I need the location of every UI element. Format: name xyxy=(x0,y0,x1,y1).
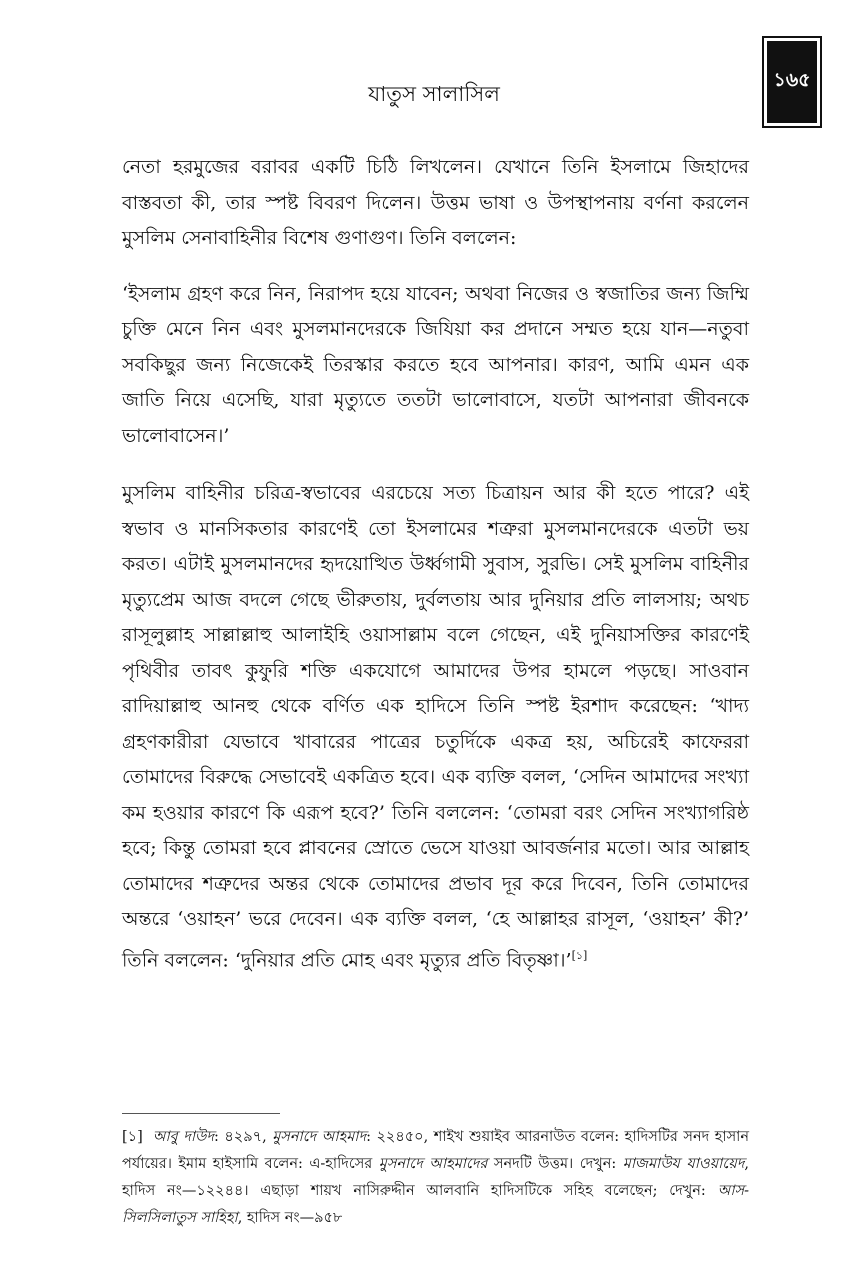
footnote-source: আবু দাউদ xyxy=(152,1129,214,1145)
footnote-source: আস-সিলসিলাতুস সাহিহা xyxy=(122,1183,749,1226)
page-number: ১৬৫ xyxy=(767,41,817,123)
footnote-text: সনদটি উত্তম। দেখুন: xyxy=(487,1156,623,1172)
footnote-divider xyxy=(122,1113,280,1114)
paragraph-3 xyxy=(122,476,749,978)
footnote-number: [১] xyxy=(122,1129,143,1145)
footnote-text: , হাদিস নং—৯৫৮ xyxy=(237,1210,343,1226)
paragraph-3-text: মুসলিম বাহিনীর চরিত্র-স্বভাবের এরচেয়ে সত্য চিত্রায়ন আর কী হতে পারে? এই স্বভাব ও মানসিকতার কারণেই তো ইসলামের শত্রুরা মুসলমানদেরকে এতটা ভয় করত। এটাই মুসলমানদের হৃদয়োত্থিত উর্ধ্বগামী সুবাস, সুরভি। সেই মুসলিম বাহিনীর মৃত্যুপ্রেম আজ বদলে গেছে ভীরুতায়, দুর্বলতায় আর দুনিয়ার প্রতি লালসায়; অথচ রাসূলুল্লাহ সাল্লাল্লাহু আলাইহি ওয়াসাল্লাম বলে গেছেন, এই দুনিয়াসক্তির কারণেই পৃথিবীর তাবৎ কুফুরি শক্তি একযোগে আমাদের উপর হামলে পড়ছে। সাওবান রাদিয়াল্লাহু আনহু থেকে বর্ণিত এক হাদিসে তিনি স্পষ্ট ইরশাদ করেছেন: ‘খাদ্য গ্রহণকারীরা যেভাবে খাবারের পাত্রের চতুর্দিকে একত্র হয়, অচিরেই কাফেররা তোমাদের বিরুদ্ধে সেভাবেই একত্রিত হবে। এক ব্যক্তি বলল, ‘সেদিন আমাদের সংখ্যা কম হওয়ার কারণে কি এরূপ হবে?’ তিনি বললেন: ‘তোমরা বরং সেদিন সংখ্যাগরিষ্ঠ হবে; কিন্তু তোমরা হবে প্লাবনের স্রোতে ভেসে যাওয়া আবর্জনার মতো। আর আল্লাহ তোমাদের শত্রুদের অন্তর থেকে তোমাদের প্রভাব দূর করে দিবেন, তিনি তোমাদের অন্তরে ‘ওয়াহন’ ভরে দেবেন। এক ব্যক্তি বলল, ‘হে আল্লাহর রাসূল, ‘ওয়াহন’ কী?’ তিনি বললেন: ‘দুনিয়ার প্রতি মোহ এবং মৃত্যুর প্রতি বিতৃষ্ণা।’ xyxy=(122,482,749,971)
footnote xyxy=(122,1124,749,1232)
footnote-text: , হাদিস নং—১২২৪৪। এছাড়া শায়খ নাসিরুদ্দীন আলবানি হাদিসটিকে সহিহ বলেছেন; দেখুন: xyxy=(122,1156,749,1199)
footnote-text: : ২২৪৫০, শাইখ শুয়াইব আরনাউত বলেন: হাদিসটির সনদ হাসান পর্যায়ের। ইমাম হাইসামি বলেন: এ-হাদিসের xyxy=(122,1129,750,1172)
footnote-source: মুসনাদে আহমাদের xyxy=(378,1156,488,1172)
paragraph-1: নেতা হরমুজের বরাবর একটি চিঠি লিখলেন। যেখানে তিনি ইসলামে জিহাদের বাস্তবতা কী, তার স্পষ্ট বিবরণ দিলেন। উত্তম ভাষা ও উপস্থাপনায় বর্ণনা করলেন মুসলিম সেনাবাহিনীর বিশেষ গুণাগুণ। তিনি বললেন: xyxy=(122,156,749,249)
footnote-reference[interactable]: [১] xyxy=(571,948,588,962)
footnote-source: মাজমাউয যাওয়ায়েদ xyxy=(622,1156,745,1172)
footnote-source: মুসনাদে আহমাদ xyxy=(272,1129,367,1145)
main-text xyxy=(122,150,749,998)
quote-paragraph: ‘ইসলাম গ্রহণ করে নিন, নিরাপদ হয়ে যাবেন; অথবা নিজের ও স্বজাতির জন্য জিম্মি চুক্তি মেনে নিন এবং মুসলমানদেরকে জিযিয়া কর প্রদানে সম্মত হয়ে যান—নতুবা সবকিছুর জন্য নিজেকেই তিরস্কার করতে হবে আপনার। কারণ, আমি এমন এক জাতি নিয়ে এসেছি, যারা মৃত্যুতে ততটা ভালোবাসে, যতটা আপনারা জীবনকে ভালোবাসেন।’ xyxy=(122,282,749,447)
running-title: যাতুস সালাসিল xyxy=(368,82,500,106)
footnote-text: : ৪২৯৭, xyxy=(213,1129,273,1145)
